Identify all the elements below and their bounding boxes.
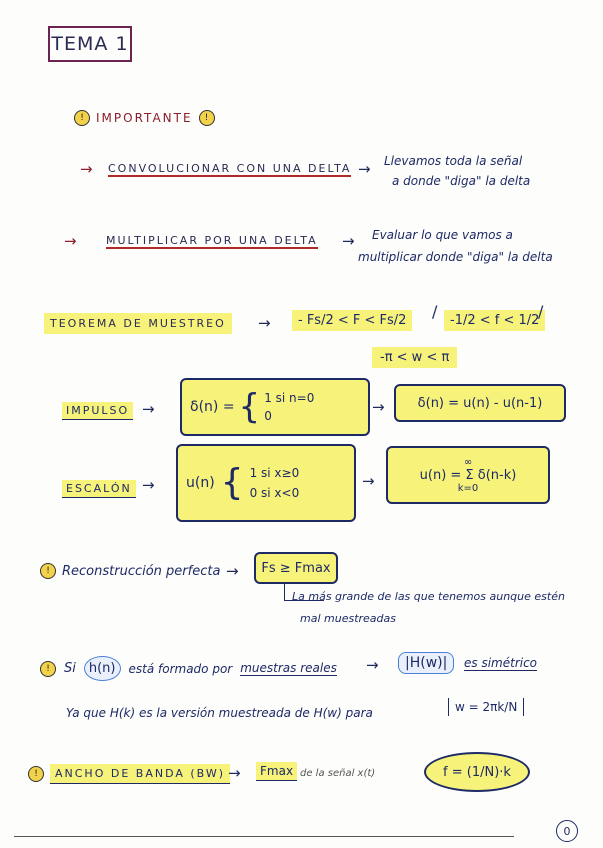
arrow-icon: →	[142, 476, 155, 494]
conv-label: CONVOLUCIONAR CON UNA DELTA	[108, 162, 352, 175]
recon-row	[40, 563, 220, 579]
impulso-case-1: 1 si n=0	[264, 391, 315, 405]
bottom-rule	[14, 836, 514, 837]
arrow-icon: →	[372, 398, 385, 416]
escalon-def-lhs: u(n)	[186, 475, 215, 491]
arrow-icon: →	[226, 562, 239, 580]
brace-icon: {	[238, 387, 261, 427]
recon-label: Reconstrucción perfecta	[62, 563, 221, 579]
simetrico-hn: h(n)	[84, 656, 121, 681]
important-label: IMPORTANTE	[96, 111, 193, 125]
teorema-label: TEOREMA DE MUESTREO	[44, 313, 232, 334]
escalon-case-2: 0 si x<0	[249, 486, 300, 500]
escalon-label: ESCALÓN	[62, 480, 136, 498]
escalon-definition-box	[176, 444, 356, 522]
sum-upper-limit: ∞	[463, 456, 473, 468]
arrow-icon: →	[342, 232, 355, 250]
mult-desc-1: Evaluar lo que vamos a	[372, 228, 513, 242]
warning-icon: !	[199, 110, 215, 126]
warning-icon: !	[40, 661, 56, 677]
arrow-icon: →	[80, 160, 93, 178]
version-text: Ya que H(k) es la versión muestreada de H(w) para	[66, 706, 373, 720]
escalon-case-1: 1 si x≥0	[249, 466, 300, 480]
arrow-icon: →	[366, 656, 379, 674]
simetrico-pre: Si	[64, 661, 76, 676]
conv-desc-2: a donde "diga" la delta	[392, 174, 531, 188]
version-eq: w = 2πk/N	[448, 698, 524, 716]
teorema-ineq-3: -π < w < π	[372, 347, 457, 368]
recon-box-text: Fs ≥ Fmax	[261, 560, 331, 576]
arrow-icon: →	[228, 764, 241, 782]
simetrico-mid: está formado por	[128, 661, 233, 676]
impulso-def-lhs: δ(n) =	[190, 399, 235, 415]
recon-note-2: mal muestreadas	[300, 612, 396, 625]
conv-desc-1: Llevamos toda la señal	[384, 154, 523, 168]
impulso-definition-box	[180, 378, 370, 436]
brace-icon: {	[220, 462, 244, 503]
mult-desc-2: multiplicar donde "diga" la delta	[358, 250, 553, 264]
ancho-formula: f = (1/N)·k	[424, 752, 530, 792]
simetrico-box: |H(w)|	[398, 652, 454, 674]
arrow-icon: →	[358, 160, 371, 178]
ancho-note: de la señal x(t)	[300, 768, 376, 779]
teorema-ineq-2: -1/2 < f < 1/2	[444, 310, 545, 331]
connector-line	[284, 584, 285, 600]
impulso-case-2: 0	[264, 409, 272, 423]
arrow-icon: →	[362, 472, 375, 490]
arrow-icon: →	[258, 314, 271, 332]
divider-slash: /	[538, 302, 544, 321]
recon-box	[254, 552, 338, 584]
ancho-row	[28, 764, 230, 784]
simetrico-post: es simétrico	[464, 656, 538, 670]
sum-lower-limit: k=0	[457, 482, 479, 494]
recon-note-1: La más grande de las que tenemos aunque estén	[292, 590, 565, 603]
simetrico-underlined: muestras reales	[240, 661, 337, 675]
escalon-relation-box	[386, 446, 550, 504]
warning-icon: !	[40, 563, 56, 579]
mult-label: MULTIPLICAR POR UNA DELTA	[106, 234, 318, 247]
escalon-relation: u(n) = Σ δ(n-k)	[419, 467, 517, 483]
impulso-relation-box	[394, 384, 566, 422]
impulso-relation: δ(n) = u(n) - u(n-1)	[417, 395, 543, 411]
teorema-ineq-1: - Fs/2 < F < Fs/2	[292, 310, 412, 331]
divider-slash: /	[432, 302, 438, 321]
ancho-label: ANCHO DE BANDA (BW)	[50, 764, 230, 784]
warning-icon: !	[74, 110, 90, 126]
arrow-icon: →	[142, 400, 155, 418]
important-heading	[74, 110, 215, 126]
arrow-icon: →	[64, 232, 77, 250]
warning-icon: !	[28, 766, 44, 782]
ancho-fmax: Fmax	[256, 762, 297, 781]
page-number: 0	[556, 820, 578, 842]
impulso-label: IMPULSO	[62, 402, 133, 420]
simetrico-row	[40, 656, 337, 681]
page-title: TEMA 1	[48, 26, 132, 62]
